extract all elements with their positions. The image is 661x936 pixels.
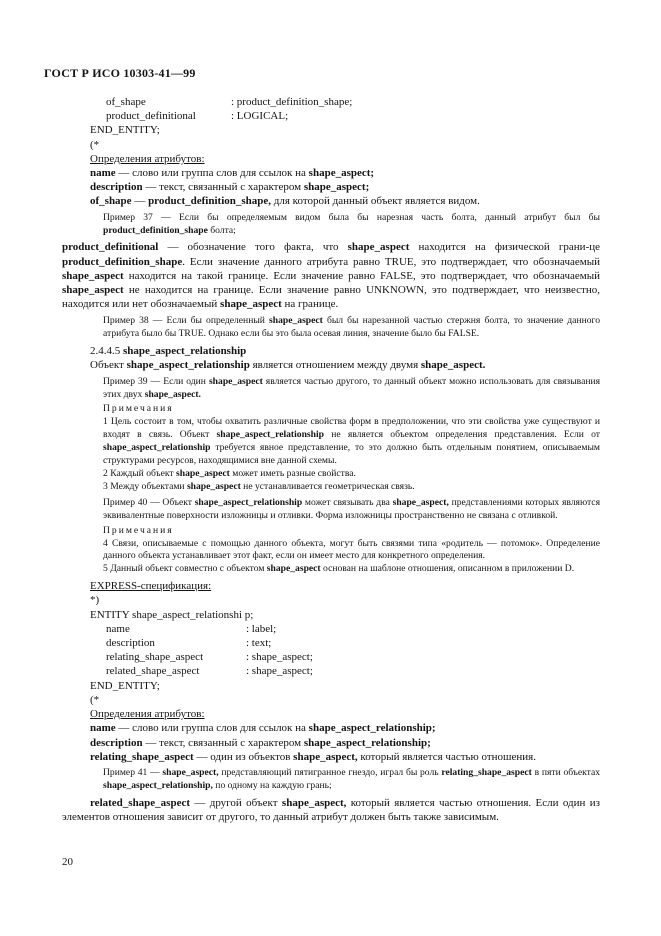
definition-related: related_shape_aspect — другой объект shape_aspect, который является частью отношения. Если один из элементов отношения зависит от другого, то данный атрибут должен быть также зависимым. bbox=[62, 796, 600, 823]
notes-label: Примечания bbox=[103, 403, 174, 415]
code-line: relating_shape_aspect : shape_aspect; bbox=[106, 651, 313, 664]
code-line: of_shape : product_definition_shape; bbox=[106, 96, 353, 108]
definition-name-2: name — слово или группа слов для ссылок на shape_aspect_relationship; bbox=[90, 722, 436, 735]
notes-label-2: Примечания bbox=[103, 524, 174, 536]
example-37: Пример 37 — Если бы определяемым видом была бы нарезная часть болта, данный атрибут был бы product_definition_shape болта; bbox=[103, 211, 600, 236]
note-4: 4 Связи, описываемые с помощью данного объекта, могут быть связями типа «родитель — потомок». Определение данного объекта устанавливает этот факт, если он имеет место для конкретного определения. bbox=[103, 537, 600, 562]
code-line: ENTITY shape_aspect_relationshi p; bbox=[90, 608, 254, 621]
code-line: (* bbox=[90, 138, 100, 151]
example-39: Пример 39 — Если один shape_aspect является частью другого, то данный объект можно использовать для связывания этих двух shape_aspect. bbox=[103, 375, 601, 400]
code-line: product_definitional : LOGICAL; bbox=[106, 110, 289, 123]
page-number: 20 bbox=[62, 856, 73, 868]
code-line: (* bbox=[90, 693, 100, 706]
definition-description: description — текст, связанный с характером shape_aspect; bbox=[90, 181, 370, 194]
section-intro: Объект shape_aspect_relationship является отношением между двумя shape_aspect. bbox=[90, 359, 486, 372]
note-1: 1 Цель состоит в том, чтобы охватить различные свойства форм в предположении, что эти свойства уже существуют и входят в связь. Объект shape_aspect_relationship не является объектом определения представления. Если от shape_aspect_relationship требуется явное представление, то это должно быть отдельным понятием, описываемым структурами ресурсов, находящимися вне данной схемы. bbox=[103, 416, 600, 467]
code-line: related_shape_aspect : shape_aspect; bbox=[106, 665, 313, 678]
definitions-heading-2: Определения атрибутов: bbox=[90, 708, 205, 721]
code-line: *) bbox=[90, 594, 100, 607]
example-38: Пример 38 — Если бы определенный shape_aspect был бы нарезанной частью стержня болта, то значение данного атрибута было бы TRUE. Однако если бы это была осевая линия, значение было бы FALSE. bbox=[103, 315, 601, 340]
code-line: END_ENTITY; bbox=[90, 124, 160, 137]
note-5: 5 Данный объект совместно с объектом shape_aspect основан на шаблоне отношения, описанном в приложении D. bbox=[103, 563, 575, 575]
code-line: description : text; bbox=[106, 637, 272, 650]
page-header-doc-id: ГОСТ Р ИСО 10303-41—99 bbox=[44, 66, 196, 80]
definition-relating: relating_shape_aspect — один из объектов shape_aspect, который является частью отношения. bbox=[90, 750, 536, 763]
section-heading: 2.4.4.5 shape_aspect_relationship bbox=[90, 345, 247, 358]
definition-description-2: description — текст, связанный с характером shape_aspect_relationship; bbox=[90, 736, 431, 749]
definition-name: name — слово или группа слов для ссылок на shape_aspect; bbox=[90, 167, 375, 180]
code-line: END_ENTITY; bbox=[90, 679, 160, 692]
definition-product-definitional: product_definitional — обозначение того факта, что shape_aspect находится на физической грани-це product_definition_shape. Если значение данного атрибута равно TRUE, это подтверждает, что обозначаемый shape_aspect находится на такой границе. Если значение равно FALSE, это подтверждает, что обозначаемый shape_aspect не находится на границе. Если значение равно UNKNOWN, это подтверждает, что неизвестно, находится или нет обозначаемый shape_aspect на границе. bbox=[62, 241, 600, 311]
example-40: Пример 40 — Объект shape_aspect_relationship может связывать два shape_aspect, представлениями которых являются эквивалентные поверхности изложницы и отливки. Форма изложницы пространственно не связана с отливкой. bbox=[103, 496, 600, 521]
page-body bbox=[62, 95, 601, 824]
note-3: 3 Между объектами shape_aspect не устанавливается геометрическая связь. bbox=[103, 480, 415, 492]
express-heading: EXPRESS-спецификация: bbox=[90, 580, 212, 593]
note-2: 2 Каждый объект shape_aspect может иметь разные свойства. bbox=[103, 468, 356, 480]
code-line: name : label; bbox=[106, 622, 277, 635]
definitions-heading: Определения атрибутов: bbox=[90, 152, 205, 165]
definition-of-shape: of_shape — product_definition_shape, для которой данный объект является видом. bbox=[90, 195, 480, 208]
example-41: Пример 41 — shape_aspect, представляющий пятигранное гнездо, играл бы роль relating_shape_aspect в пяти объектах shape_aspect_relationship, по одному на каждую грань; bbox=[103, 766, 601, 791]
